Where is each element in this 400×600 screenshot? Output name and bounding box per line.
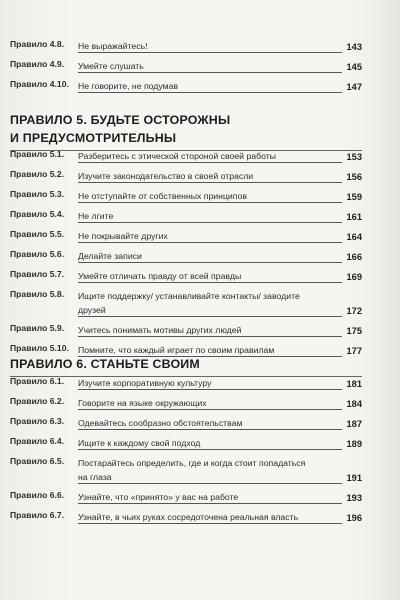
- page-number: 189: [346, 439, 362, 449]
- toc-entry: [10, 166, 362, 186]
- dotted-leader: [78, 483, 342, 484]
- dotted-leader: [78, 429, 342, 430]
- rule-title: Не выражайтесь!: [78, 41, 148, 51]
- dotted-leader: [78, 182, 342, 183]
- rule-number: Правило 6.2.: [10, 396, 65, 406]
- page-number: 153: [346, 152, 362, 162]
- dotted-leader: [78, 389, 342, 390]
- rule-title: Умейте слушать: [78, 61, 144, 71]
- toc-entry: [10, 266, 362, 286]
- rule-number: Правило 5.7.: [10, 269, 65, 279]
- rule-number: Правило 5.3.: [10, 189, 65, 199]
- heading-line: И ПРЕДУСМОТРИТЕЛЬНЫ: [10, 131, 177, 145]
- toc-entry: [10, 146, 362, 166]
- toc-entry: [10, 36, 362, 56]
- dotted-leader: [78, 262, 342, 263]
- dotted-leader: [78, 92, 342, 93]
- toc-entry: [10, 320, 362, 340]
- rule-title: Умейте отличать правду от всей правды: [78, 271, 242, 281]
- dotted-leader: [78, 409, 342, 410]
- dotted-leader: [78, 242, 342, 243]
- dotted-leader: [78, 336, 342, 337]
- dotted-leader: [78, 503, 342, 504]
- rule-title: Ищите поддержку/ устанавливайте контакты/ заводите друзей: [78, 291, 300, 315]
- page-number: 184: [346, 399, 362, 409]
- page-number: 145: [346, 62, 362, 72]
- page-edge-shadow: [370, 0, 400, 600]
- toc-entry: [10, 76, 362, 96]
- rule-number: Правило 5.2.: [10, 169, 65, 179]
- rule-number: Правило 6.3.: [10, 416, 65, 426]
- toc-group-rule4: [10, 36, 362, 96]
- page-number: 187: [346, 419, 362, 429]
- rule-number: Правило 6.4.: [10, 436, 65, 446]
- dotted-leader: [78, 72, 342, 73]
- toc-entry: [10, 286, 362, 320]
- rule-title: Не лгите: [78, 211, 114, 221]
- dotted-leader: [78, 52, 342, 53]
- toc-entry: [10, 373, 362, 393]
- rule-number: Правило 4.10.: [10, 79, 69, 89]
- dotted-leader: [78, 162, 342, 163]
- page-number: 177: [346, 346, 362, 356]
- dotted-leader: [78, 316, 342, 317]
- page-number: 166: [346, 252, 362, 262]
- rule-title: Ищите к каждому свой подход: [78, 438, 201, 448]
- toc-entry: [10, 413, 362, 433]
- page-number: 172: [346, 306, 362, 316]
- page-number: 159: [346, 192, 362, 202]
- rule-title: Делайте записи: [78, 251, 142, 261]
- page-number: 196: [346, 513, 362, 523]
- toc-entry: [10, 453, 362, 487]
- rule-number: Правило 5.8.: [10, 289, 65, 299]
- rule-title: Говорите на языке окружающих: [78, 398, 207, 408]
- page-number: 156: [346, 172, 362, 182]
- rule-title: Не покрывайте других: [78, 231, 168, 241]
- rule-title: Изучите корпоративную культуру: [78, 378, 212, 388]
- rule-title: Разберитесь с этической стороной своей работы: [78, 151, 276, 161]
- rule-number: Правило 5.4.: [10, 209, 65, 219]
- toc-entry: [10, 433, 362, 453]
- rule-number: Правило 5.9.: [10, 323, 65, 333]
- rule-title: Узнайте, что «принято» у вас на работе: [78, 492, 239, 502]
- rule-number: Правило 6.6.: [10, 490, 65, 500]
- rule-number: Правило 5.10.: [10, 343, 69, 353]
- rule-title: Учитесь понимать мотивы других людей: [78, 325, 242, 335]
- dotted-leader: [78, 202, 342, 203]
- page-number: 161: [346, 212, 362, 222]
- toc-entry: [10, 246, 362, 266]
- page-number: 193: [346, 493, 362, 503]
- dotted-leader: [78, 222, 342, 223]
- rule-title: Не отступайте от собственных принципов: [78, 191, 247, 201]
- rule-number: Правило 6.1.: [10, 376, 65, 386]
- toc-entry: [10, 56, 362, 76]
- rule-title: Постарайтесь определить, где и когда стоит попадаться на глаза: [78, 458, 306, 482]
- heading-line: ПРАВИЛО 5. БУДЬТЕ ОСТОРОЖНЫ: [10, 113, 231, 127]
- rule-number: Правило 4.9.: [10, 59, 65, 69]
- rule-number: Правило 5.6.: [10, 249, 65, 259]
- toc-entry: [10, 487, 362, 507]
- page-number: 175: [346, 326, 362, 336]
- toc-entry: [10, 507, 362, 527]
- toc-entry: [10, 186, 362, 206]
- rule-number: Правило 5.1.: [10, 149, 65, 159]
- page-number: 143: [346, 42, 362, 52]
- page-number: 191: [346, 473, 362, 483]
- rule-title: Одевайтесь сообразно обстоятельствам: [78, 418, 243, 428]
- rule-number: Правило 6.5.: [10, 456, 65, 466]
- toc-group-rule6: [10, 373, 362, 527]
- page-number: 169: [346, 272, 362, 282]
- dotted-leader: [78, 523, 342, 524]
- section-heading-rule6: [10, 355, 200, 373]
- page-number: 181: [346, 379, 362, 389]
- rule-number: Правило 6.7.: [10, 510, 65, 520]
- page-number: 147: [346, 82, 362, 92]
- rule-title: Не говорите, не подумав: [78, 81, 179, 91]
- rule-title: Узнайте, в чьих руках сосредоточена реальная власть: [78, 512, 299, 522]
- section-heading-rule5: [10, 111, 230, 147]
- toc-entry: [10, 226, 362, 246]
- page-number: 164: [346, 232, 362, 242]
- rule-title: Изучите законодательство в своей отрасли: [78, 171, 254, 181]
- toc-entry: [10, 393, 362, 413]
- rule-number: Правило 4.8.: [10, 39, 65, 49]
- heading-line: ПРАВИЛО 6. СТАНЬТЕ СВОИМ: [10, 357, 200, 371]
- rule-number: Правило 5.5.: [10, 229, 65, 239]
- dotted-leader: [78, 282, 342, 283]
- toc-group-rule5: [10, 146, 362, 360]
- rule-title: Помните, что каждый играет по своим правилам: [78, 345, 275, 355]
- toc-entry: [10, 206, 362, 226]
- dotted-leader: [78, 449, 342, 450]
